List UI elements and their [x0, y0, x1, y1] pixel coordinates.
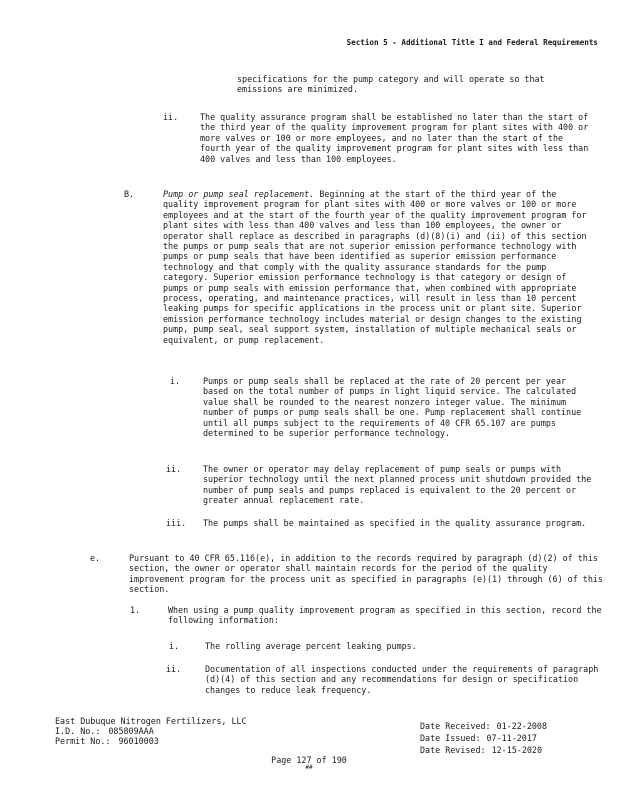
item-ii-label: ii. — [163, 112, 179, 122]
footer-issued-row — [420, 732, 547, 744]
item-b-text: Beginning at the start of the third year of the quality improvement program for plant sites with 400 or more valves or 100 or more employees and at the start of the fourth year of the quality improvement program for plant sites with less than 400 valves and less than 100 employees, the owner or operator shall replace as described in paragraphs (d)(8)(i) and (ii) of this section the pumps or pump seals that are not superior emission performance technology with pumps or pump seals that have been identified as superior emission performance technology and that comply with the quality assurance standards for the pump category. Superior emission performance technology is that category or design of pumps or pump seals with emission performance that, when combined with appropriate process, operating, and maintenance practices, will result in less than 10 percent leaking pumps for specific applications in the process unit or plant site. Superior emission performance technology includes material or design changes to the existing pump, pump seal, seal support system, installation of multiple mechanical seals or equivalent, or pump replacement. — [163, 189, 587, 345]
item-b-paragraph — [163, 189, 593, 345]
footer-permit-value: 96010003 — [118, 736, 159, 746]
item-e-1-paragraph: When using a pump quality improvement program as specified in this section, record the following information: — [168, 605, 602, 626]
item-e-1-i-label: i. — [169, 641, 180, 651]
footer-id-row — [55, 726, 247, 736]
footer-received-row — [420, 720, 547, 732]
footer-revised-value: 12-15-2020 — [491, 745, 542, 755]
footer-facility-info — [55, 716, 247, 746]
page-number: Page 127 of 190 — [271, 755, 347, 765]
footer-permit-label: Permit No.: — [55, 736, 111, 746]
item-b-label: B. — [124, 189, 135, 199]
footer-dates — [420, 720, 547, 756]
footer-issued-label: Date Issued: — [420, 733, 481, 743]
item-b-i-label: i. — [170, 376, 181, 386]
footer-received-value: 01-22-2008 — [496, 721, 548, 731]
item-e-1-ii-label: ii. — [166, 664, 182, 674]
item-e-paragraph: Pursuant to 40 CFR 65.116(e), in addition to the records required by paragraph (d)(2) of this section, the owner or operator shall maintain records for the period of the quality improvement program for the process unit as specified in paragraphs (e)(1) through (6) of this section. — [129, 553, 603, 595]
continuation-paragraph: specifications for the pump category and will operate so that emissions are minimized. — [237, 74, 545, 95]
item-b-ii-paragraph: The owner or operator may delay replacement of pump seals or pumps with superior technology until the next planned process unit shutdown provided the number of pump seals and pumps replaced is equivalent to the 20 percent or greater annual replacement rate. — [203, 464, 592, 506]
item-e-1-label: 1. — [130, 605, 141, 615]
item-b-ii-label: ii. — [166, 464, 182, 474]
footer-issued-value: 07-11-2017 — [486, 733, 537, 743]
item-b-iii-paragraph: The pumps shall be maintained as specified in the quality assurance program. — [203, 518, 587, 528]
footer-id-value: 085809AAA — [108, 726, 154, 736]
footer-permit-row — [55, 736, 247, 746]
footer-received-label: Date Received: — [420, 721, 491, 731]
footer-company: East Dubuque Nitrogen Fertilizers, LLC — [55, 716, 247, 726]
item-e-1-ii-paragraph: Documentation of all inspections conducted under the requirements of paragraph (d)(4) of this section and any recommendations for design or specification changes to reduce leak frequency. — [205, 664, 599, 695]
section-header: Section 5 - Additional Title I and Federal Requirements — [346, 38, 598, 47]
item-ii-paragraph: The quality assurance program shall be established no later than the start of the third year of the quality improvement program for plant sites with 400 or more valves or 100 or more employees, and no later than the start of the fourth year of the quality improvement program for plant sites with less than 400 valves and less than 100 employees. — [200, 112, 589, 164]
item-b-iii-label: iii. — [166, 518, 187, 528]
footer-revised-label: Date Revised: — [420, 745, 486, 755]
footer-id-label: I.D. No.: — [55, 726, 101, 736]
page-mark: ## — [305, 764, 313, 771]
item-e-label: e. — [90, 553, 101, 563]
item-b-heading: Pump or pump seal replacement. — [163, 189, 315, 199]
item-e-1-i-paragraph: The rolling average percent leaking pumps. — [205, 641, 417, 651]
item-b-i-paragraph: Pumps or pump seals shall be replaced at the rate of 20 percent per year based on the total number of pumps in light liquid service. The calculated value shall be rounded to the nearest nonzero integer value. The minimum number of pumps or pump seals shall be one. Pump replacement shall continue until all pumps subject to the requirements of 40 CFR 65.107 are pumps determined to be superior performance technology. — [203, 376, 582, 439]
